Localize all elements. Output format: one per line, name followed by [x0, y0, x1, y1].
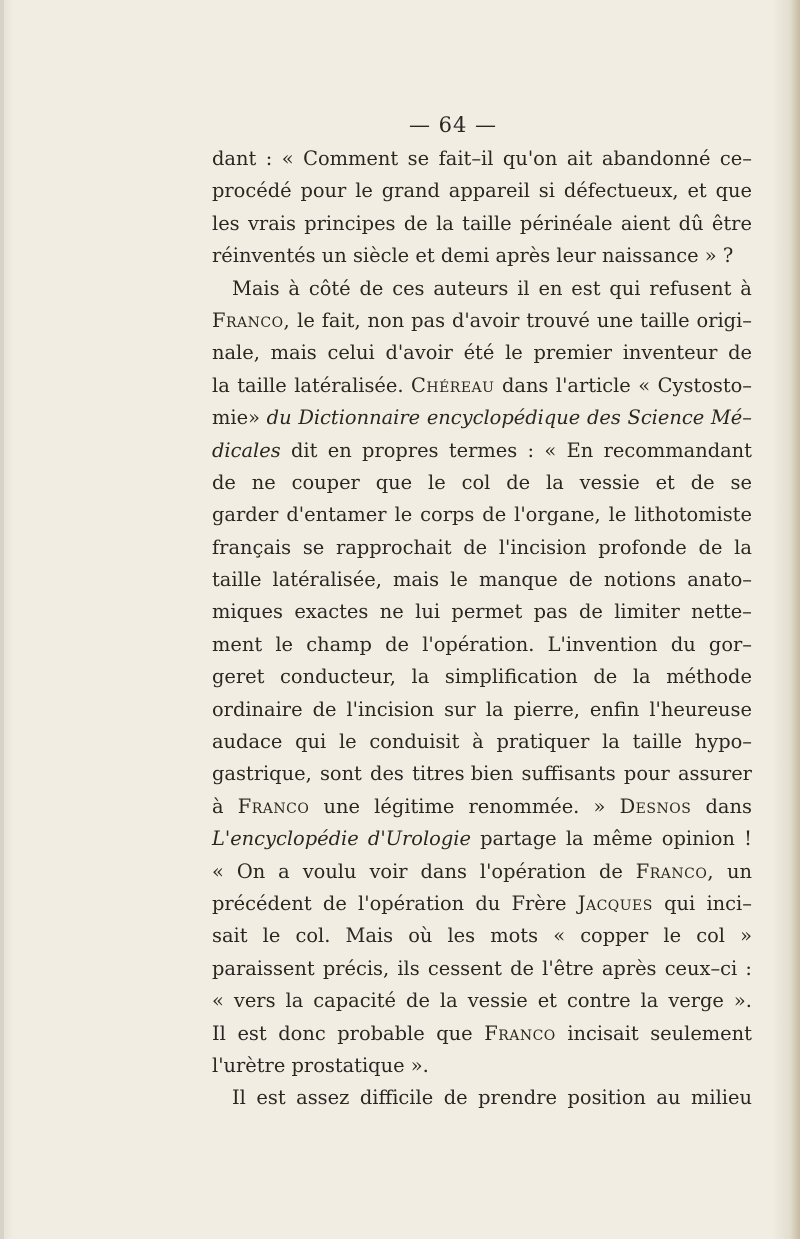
word: difficile: [359, 1086, 434, 1110]
text-line: [212, 1018, 752, 1050]
word: de: [578, 600, 603, 624]
text-line: [212, 758, 752, 790]
text-line: [212, 629, 752, 661]
word: aient: [620, 211, 671, 235]
word: voulu: [302, 859, 357, 883]
word: fait,: [321, 308, 361, 332]
word: position: [567, 1086, 646, 1110]
word: et: [687, 179, 707, 203]
word: non: [367, 308, 405, 332]
word: col: [461, 470, 491, 494]
word: à: [740, 276, 752, 300]
word: le: [262, 924, 281, 948]
text-line: [212, 467, 752, 499]
text-line: [212, 499, 752, 531]
word: pas: [533, 600, 568, 624]
word: de: [212, 470, 236, 494]
word: dans: [705, 794, 752, 818]
word: pratiquer: [496, 730, 590, 754]
word: ils: [397, 956, 420, 980]
word: être: [711, 211, 752, 235]
word: et: [655, 470, 675, 494]
word: donc: [278, 1021, 326, 1045]
word: ment: [212, 632, 263, 656]
word: lithotomiste: [634, 503, 752, 527]
word: procédé: [212, 179, 292, 203]
text-line: [212, 694, 752, 726]
word: la: [640, 989, 659, 1013]
text-line: [212, 337, 752, 369]
word: à: [212, 794, 224, 818]
word: ne: [379, 600, 404, 624]
word: latéralisée.: [294, 373, 404, 397]
word: leur: [556, 244, 596, 268]
word: de: [568, 568, 593, 592]
word: col.: [295, 924, 331, 948]
word: titres bien: [412, 762, 514, 786]
word: est: [237, 1021, 267, 1045]
word: taille: [632, 730, 683, 754]
word: est: [256, 1086, 286, 1110]
word: abandonné: [601, 147, 711, 170]
word: l'incision: [346, 697, 435, 721]
word: «: [638, 373, 651, 397]
word: le: [450, 568, 468, 592]
word: le: [394, 503, 413, 527]
word: la: [602, 730, 620, 754]
word: On: [236, 859, 266, 883]
word: d'Urologie: [367, 827, 471, 851]
word: garder: [212, 503, 279, 527]
word: ceux–ci: [664, 956, 738, 980]
word: dans: [420, 859, 467, 883]
word: mais: [392, 568, 440, 592]
word: :: [527, 438, 535, 462]
word: corps: [420, 503, 475, 527]
word: le: [663, 924, 682, 948]
word: d'avoir: [385, 341, 453, 365]
word: le: [505, 341, 523, 365]
word: audace: [212, 730, 283, 754]
text-line: [212, 273, 752, 305]
word: premier: [533, 341, 612, 365]
text-line: [212, 532, 752, 564]
word: les: [212, 211, 240, 235]
word: siècle: [352, 244, 410, 268]
text-line: [212, 953, 752, 985]
word: la: [632, 665, 651, 689]
word: Cystosto–: [657, 373, 752, 397]
word: suffisants: [521, 762, 616, 786]
word: Desnos: [619, 794, 692, 818]
word: pas: [411, 308, 446, 332]
word: assurer: [677, 762, 752, 786]
word: gor–: [708, 632, 752, 656]
word: refusent: [649, 276, 732, 300]
text-line: [212, 856, 752, 888]
word: la: [285, 989, 304, 1013]
word: français: [212, 535, 292, 559]
word: dant: [212, 147, 257, 170]
word: »: [740, 924, 752, 948]
word: ces: [392, 276, 425, 300]
word: Il: [232, 1086, 246, 1110]
word: permet: [451, 600, 523, 624]
word: incisait: [567, 1021, 639, 1045]
word: qui: [609, 276, 641, 300]
word: le: [608, 503, 627, 527]
word: copper: [580, 924, 649, 948]
word: gastrique,: [212, 762, 312, 786]
word: Dictionnaire: [298, 406, 421, 430]
word: le: [428, 470, 446, 494]
word: vrais: [247, 211, 296, 235]
text-line: [212, 596, 752, 628]
word: de: [728, 341, 752, 365]
word: dit: [291, 438, 318, 462]
word: réinventés: [212, 244, 316, 268]
word: couper: [291, 470, 360, 494]
text-line: [212, 985, 752, 1017]
word: grand: [381, 179, 440, 203]
word: du: [475, 891, 501, 915]
word: de: [510, 956, 534, 980]
word: limiter: [614, 600, 680, 624]
word: le: [297, 308, 315, 332]
word: après: [601, 956, 657, 980]
word: appareil: [448, 179, 530, 203]
word: se: [730, 470, 752, 494]
text-line: [212, 240, 752, 272]
word: l'opération.: [422, 632, 535, 656]
word: des: [370, 762, 404, 786]
word: encyclopédique: [426, 406, 581, 430]
word: la: [411, 665, 430, 689]
word: :: [265, 147, 273, 170]
word: Il: [212, 1021, 226, 1045]
word: En: [566, 438, 594, 462]
word: de: [463, 535, 488, 559]
word: du: [266, 406, 292, 430]
word: ordinaire: [212, 697, 303, 721]
word: sur: [444, 697, 476, 721]
word: taille: [212, 568, 262, 592]
word: d'avoir: [451, 308, 520, 332]
word: Chéreau: [411, 373, 495, 397]
word: de: [385, 632, 410, 656]
word: l'être: [542, 956, 594, 980]
word: ».: [733, 989, 752, 1013]
word: opinion: [661, 827, 735, 851]
word: inci–: [706, 891, 752, 915]
word: capacité: [313, 989, 397, 1013]
word: nette–: [691, 600, 752, 624]
word: que: [375, 470, 413, 494]
word: la: [436, 211, 454, 235]
word: à: [288, 276, 300, 300]
word: Franco,: [635, 859, 714, 883]
word: demi: [440, 244, 490, 268]
word: l'opération: [479, 859, 586, 883]
word: hypo–: [694, 730, 752, 754]
word: a: [278, 859, 290, 883]
word: latéralisée,: [272, 568, 382, 592]
word: de: [598, 859, 623, 883]
word: «: [281, 147, 294, 170]
word: se: [302, 535, 325, 559]
text-line: [212, 1050, 752, 1082]
text-line: [212, 726, 752, 758]
body-text: [212, 143, 752, 1115]
word: probable: [337, 1021, 425, 1045]
word: de: [403, 211, 428, 235]
word: que: [436, 1021, 473, 1045]
word: Mais: [232, 276, 280, 300]
page-left-edge: [0, 0, 4, 1239]
word: la: [565, 827, 584, 851]
word: le: [275, 632, 294, 656]
word: la: [485, 697, 504, 721]
word: rapprochait: [335, 535, 452, 559]
word: de: [690, 470, 715, 494]
word: dans: [501, 373, 549, 397]
word: ?: [722, 244, 734, 268]
word: l'article: [555, 373, 631, 397]
word: enfin: [589, 697, 640, 721]
word: la: [212, 373, 230, 397]
word: de: [359, 276, 384, 300]
word: de: [506, 470, 531, 494]
word: précédent: [212, 891, 312, 915]
word: où: [408, 924, 433, 948]
page-right-edge: [790, 0, 800, 1239]
word: assez: [296, 1086, 350, 1110]
word: recommandant: [603, 438, 752, 462]
word: manque: [478, 568, 558, 592]
text-line: [212, 1082, 752, 1114]
word: ce–: [719, 147, 752, 170]
word: que: [715, 179, 752, 203]
word: se: [407, 147, 430, 170]
word: un: [321, 244, 347, 268]
word: en: [538, 276, 563, 300]
word: précis,: [322, 956, 390, 980]
word: mie»: [212, 406, 260, 430]
word: taille: [462, 211, 512, 235]
text-line: [212, 661, 752, 693]
word: trouvé: [526, 308, 590, 332]
word: verge: [668, 989, 724, 1013]
word: notions: [603, 568, 677, 592]
word: origi–: [696, 308, 752, 332]
word: L'encyclopédie: [212, 827, 359, 851]
text-line: [212, 143, 752, 175]
word: si: [538, 179, 555, 203]
word: celui: [327, 341, 375, 365]
word: conduisit: [369, 730, 460, 754]
word: prostatique: [291, 1053, 405, 1077]
word: des: [586, 406, 621, 430]
word: vessie: [579, 470, 640, 494]
word: un: [726, 859, 752, 883]
word: Mais: [345, 924, 394, 948]
word: qui: [664, 891, 696, 915]
word: «: [544, 438, 557, 462]
word: la: [734, 535, 752, 559]
word: de: [443, 1086, 468, 1110]
word: taille: [237, 373, 287, 397]
word: geret: [212, 665, 265, 689]
word: de: [312, 697, 337, 721]
text-line: [212, 920, 752, 952]
text-line: [212, 564, 752, 596]
word: taille: [640, 308, 690, 332]
word: en: [327, 438, 352, 462]
word: mais: [270, 341, 317, 365]
word: une: [323, 794, 360, 818]
word: l'organe,: [514, 503, 601, 527]
word: principes: [304, 211, 396, 235]
word: de: [482, 503, 507, 527]
word: qu'on: [502, 147, 558, 170]
word: l'opération: [358, 891, 465, 915]
word: qui: [295, 730, 327, 754]
word: la: [439, 989, 458, 1013]
word: pierre,: [513, 697, 580, 721]
word: vers: [233, 989, 276, 1013]
word: méthode: [666, 665, 752, 689]
word: côté: [308, 276, 351, 300]
word: conducteur,: [280, 665, 396, 689]
word: du: [670, 632, 696, 656]
word: auteurs: [433, 276, 509, 300]
word: inventeur: [622, 341, 718, 365]
word: «: [212, 989, 224, 1013]
word: ne: [251, 470, 276, 494]
word: mots: [490, 924, 539, 948]
word: de: [322, 891, 347, 915]
text-line: [212, 305, 752, 337]
word: anato–: [687, 568, 752, 592]
word: l'urètre: [212, 1053, 286, 1077]
word: »: [704, 244, 717, 268]
word: seulement: [650, 1021, 752, 1045]
text-line: [212, 175, 752, 207]
word: »: [593, 794, 606, 818]
word: une: [596, 308, 634, 332]
word: simplification: [444, 665, 578, 689]
word: dû: [678, 211, 704, 235]
word: Comment: [303, 147, 399, 170]
text-line: [212, 208, 752, 240]
word: miques: [212, 600, 283, 624]
word: même: [592, 827, 653, 851]
word: termes: [448, 438, 518, 462]
word: la: [546, 470, 564, 494]
word: au: [656, 1086, 681, 1110]
text-line: [212, 791, 752, 823]
text-line: [212, 402, 752, 434]
word: pour: [623, 762, 670, 786]
word: propres: [362, 438, 439, 462]
word: Jacques: [577, 891, 653, 915]
word: et: [415, 244, 435, 268]
word: col: [696, 924, 725, 948]
word: Science: [627, 406, 705, 430]
word: milieu: [691, 1086, 752, 1110]
word: Mé–: [710, 406, 752, 430]
word: !: [744, 827, 752, 851]
word: vessie: [467, 989, 528, 1013]
page-number: — 64 —: [408, 113, 498, 137]
word: de: [698, 535, 723, 559]
word: le: [355, 179, 373, 203]
text-line: [212, 435, 752, 467]
text-line: [212, 823, 752, 855]
word: fait–il: [438, 147, 494, 170]
word: profonde: [598, 535, 687, 559]
word: sait: [212, 924, 248, 948]
word: les: [447, 924, 476, 948]
word: naissance: [602, 244, 699, 268]
text-line: [212, 370, 752, 402]
word: est: [571, 276, 601, 300]
text-line: [212, 888, 752, 920]
word: défectueux,: [563, 179, 679, 203]
word: à: [472, 730, 484, 754]
word: Franco: [237, 794, 310, 818]
word: il: [517, 276, 530, 300]
word: L'invention: [547, 632, 658, 656]
word: après: [495, 244, 551, 268]
word: contre: [566, 989, 631, 1013]
word: partage: [480, 827, 557, 851]
word: cessent: [427, 956, 502, 980]
word: ait: [566, 147, 593, 170]
word: dicales: [212, 438, 281, 462]
word: paraissent: [212, 956, 315, 980]
word: :: [745, 956, 752, 980]
word: de: [406, 989, 430, 1013]
word: pour: [300, 179, 347, 203]
word: lui: [415, 600, 441, 624]
word: prendre: [478, 1086, 557, 1110]
word: de: [593, 665, 618, 689]
word: légitime: [374, 794, 455, 818]
word: sont: [319, 762, 362, 786]
word: champ: [306, 632, 372, 656]
word: été: [463, 341, 495, 365]
word: «: [212, 859, 224, 883]
word: périnéale: [519, 211, 613, 235]
word: Franco: [484, 1021, 556, 1045]
word: et: [537, 989, 557, 1013]
word: Franco,: [212, 308, 291, 332]
word: le: [338, 730, 357, 754]
word: nale,: [212, 341, 260, 365]
word: exactes: [294, 600, 369, 624]
word: ».: [410, 1053, 429, 1077]
word: d'entamer: [286, 503, 387, 527]
word: renommée.: [468, 794, 580, 818]
word: Frère: [511, 891, 567, 915]
word: l'heureuse: [649, 697, 752, 721]
word: l'incision: [498, 535, 587, 559]
word: voir: [369, 859, 408, 883]
word: «: [553, 924, 566, 948]
